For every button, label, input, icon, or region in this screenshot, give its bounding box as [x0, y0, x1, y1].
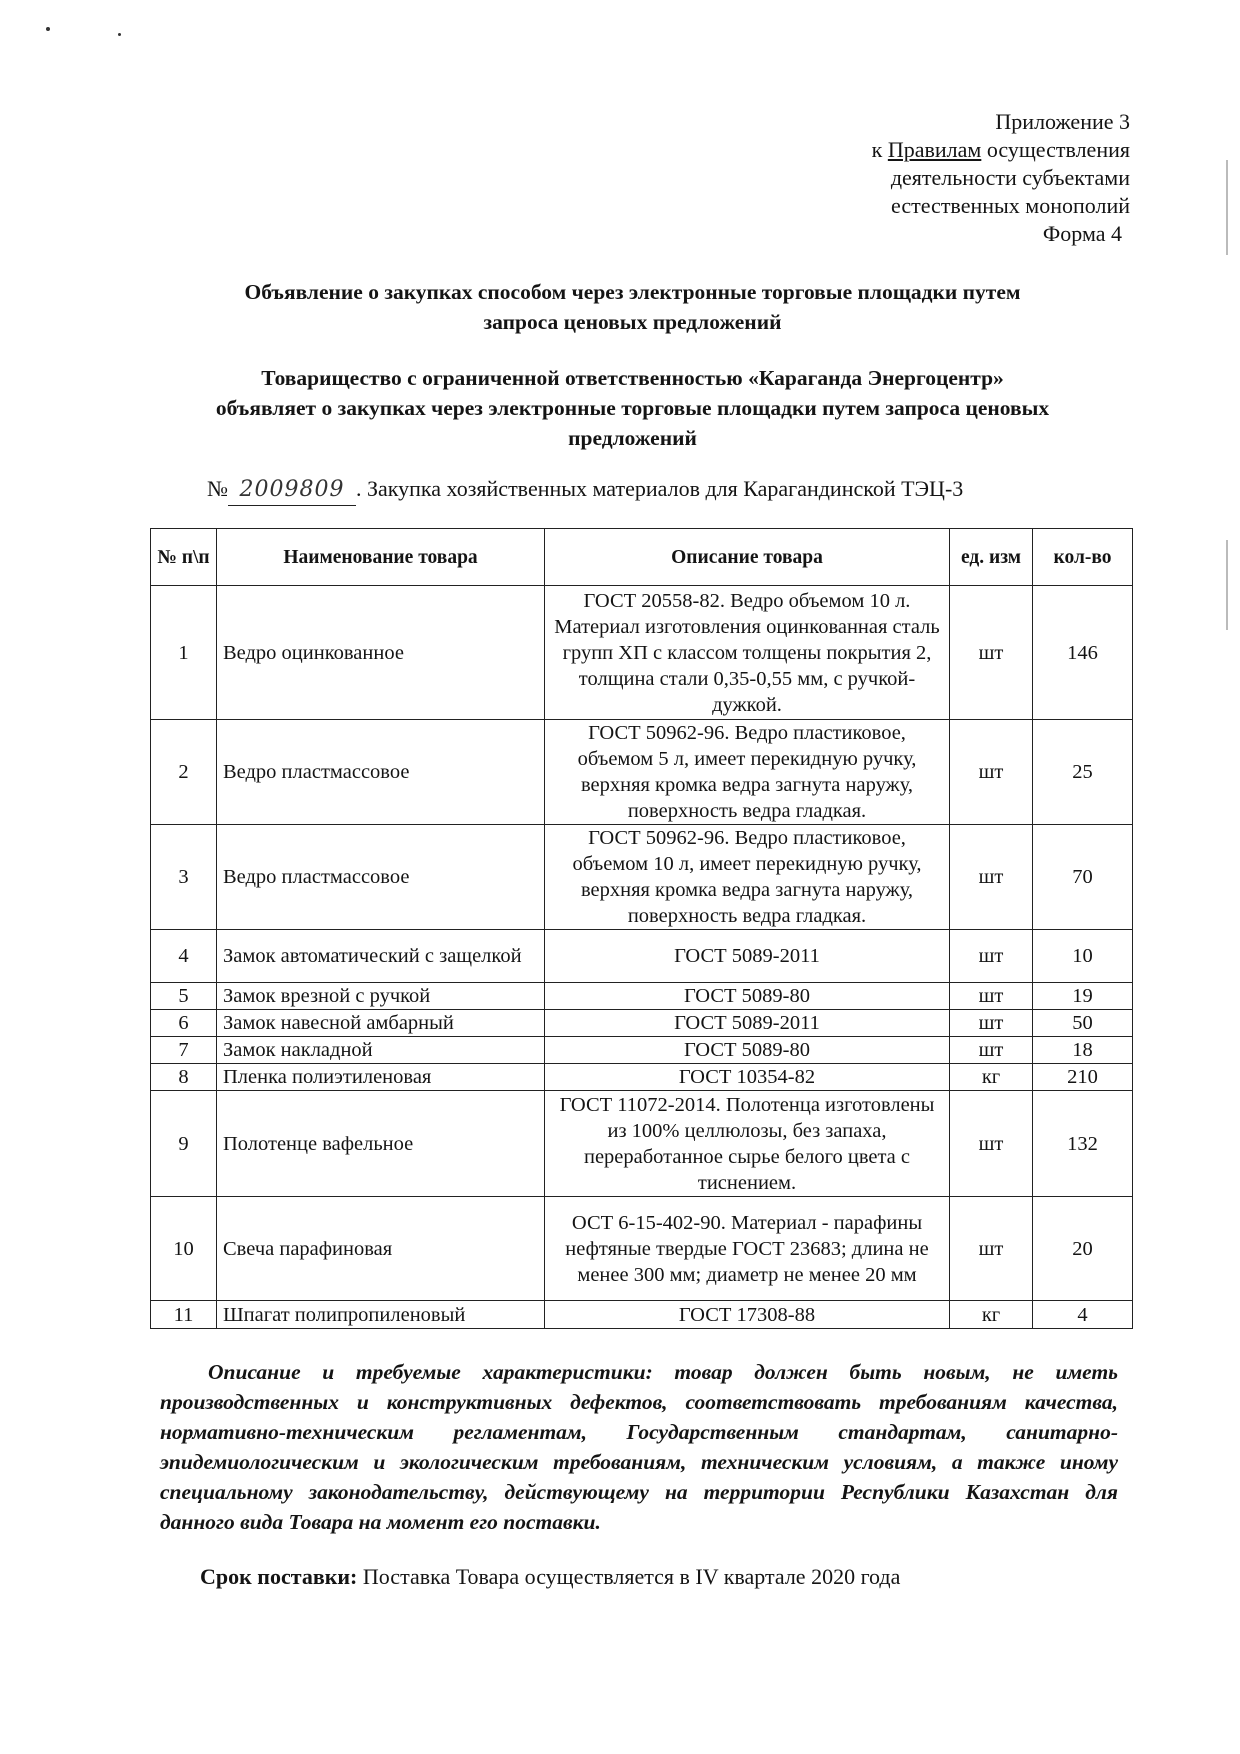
item-description: ГОСТ 5089-2011 [545, 1010, 950, 1037]
appendix-prefix: к [871, 137, 888, 162]
scan-speck [46, 27, 50, 31]
item-description: ГОСТ 50962-96. Ведро пластиковое, объемом 10 л, имеет перекидную ручку, верхняя кромка ведра загнута наружу, поверхность ведра гладкая. [545, 825, 950, 930]
item-quantity: 70 [1033, 825, 1133, 930]
header-name: Наименование товара [217, 529, 545, 586]
row-number: 10 [151, 1197, 217, 1301]
appendix-suffix: осуществления [981, 137, 1130, 162]
item-name: Шпагат полипропиленовый [217, 1301, 545, 1329]
table-row [151, 983, 1133, 1010]
item-unit: кг [950, 1301, 1033, 1329]
item-unit: шт [950, 1037, 1033, 1064]
row-number: 6 [151, 1010, 217, 1037]
item-name: Замок автоматический с защелкой [217, 930, 545, 983]
item-unit: шт [950, 825, 1033, 930]
item-name: Ведро пластмассовое [217, 825, 545, 930]
table-row [151, 1091, 1133, 1197]
scan-edge-line [1226, 540, 1228, 630]
item-quantity: 25 [1033, 720, 1133, 825]
header-quantity: кол-во [1033, 529, 1133, 586]
subtitle-line-3: предложений [568, 426, 697, 450]
appendix-line-4: естественных монополий [891, 193, 1130, 218]
item-description: ОСТ 6-15-402-90. Материал - парафины нефтяные твердые ГОСТ 23683; длина не менее 300 мм; диаметр не менее 20 мм [545, 1197, 950, 1301]
scan-speck [118, 33, 121, 36]
appendix-rules-line [530, 136, 1130, 164]
item-quantity: 19 [1033, 983, 1133, 1010]
item-unit: шт [950, 1010, 1033, 1037]
row-number: 3 [151, 825, 217, 930]
item-unit: шт [950, 983, 1033, 1010]
item-quantity: 132 [1033, 1091, 1133, 1197]
item-name: Ведро пластмассовое [217, 720, 545, 825]
item-quantity: 18 [1033, 1037, 1133, 1064]
table-row [151, 1197, 1133, 1301]
title-line-1: Объявление о закупках способом через электронные торговые площадки путем [244, 280, 1021, 304]
item-quantity: 146 [1033, 586, 1133, 720]
item-name: Свеча парафиновая [217, 1197, 545, 1301]
item-quantity: 10 [1033, 930, 1133, 983]
row-number: 9 [151, 1091, 217, 1197]
lot-line [207, 474, 963, 506]
item-quantity: 210 [1033, 1064, 1133, 1091]
document-title [140, 277, 1125, 337]
item-quantity: 4 [1033, 1301, 1133, 1329]
header-unit: ед. изм [950, 529, 1033, 586]
item-unit: шт [950, 930, 1033, 983]
row-number: 1 [151, 586, 217, 720]
scan-edge-line [1226, 160, 1228, 255]
subtitle-line-1: Товарищество с ограниченной ответственностью «Караганда Энергоцентр» [261, 366, 1004, 390]
delivery-term [200, 1562, 900, 1592]
item-unit: шт [950, 1091, 1033, 1197]
delivery-text: Поставка Товара осуществляется в IV квартале 2020 года [357, 1564, 901, 1589]
table-row [151, 720, 1133, 825]
lot-number-handwritten: 2009809 [228, 475, 356, 506]
table-row [151, 1037, 1133, 1064]
lot-number-sign: № [207, 476, 228, 501]
subtitle-line-2: объявляет о закупках через электронные торговые площадки путем запроса ценовых [215, 396, 1050, 420]
item-description: ГОСТ 5089-80 [545, 983, 950, 1010]
header-description: Описание товара [545, 529, 950, 586]
row-number: 7 [151, 1037, 217, 1064]
item-unit: шт [950, 1197, 1033, 1301]
table-row [151, 1301, 1133, 1329]
item-description: ГОСТ 5089-2011 [545, 930, 950, 983]
item-description: ГОСТ 11072-2014. Полотенца изготовлены из 100% целлюлозы, без запаха, переработанное сырье белого цвета с тиснением. [545, 1091, 950, 1197]
item-name: Пленка полиэтиленовая [217, 1064, 545, 1091]
header-num: № п\п [151, 529, 217, 586]
lot-description: . Закупка хозяйственных материалов для Карагандинской ТЭЦ-3 [356, 476, 964, 501]
table-row [151, 1010, 1133, 1037]
row-number: 2 [151, 720, 217, 825]
item-name: Замок навесной амбарный [217, 1010, 545, 1037]
item-name: Полотенце вафельное [217, 1091, 545, 1197]
document-subtitle [140, 363, 1125, 453]
appendix-line-3: деятельности субъектами [890, 165, 1130, 190]
item-name: Замок накладной [217, 1037, 545, 1064]
row-number: 11 [151, 1301, 217, 1329]
form-number: Форма 4 [1042, 221, 1122, 246]
appendix-number: Приложение 3 [995, 109, 1130, 134]
row-number: 8 [151, 1064, 217, 1091]
item-name: Ведро оцинкованное [217, 586, 545, 720]
rules-link[interactable]: Правилам [887, 137, 982, 162]
table-row [151, 1064, 1133, 1091]
item-quantity: 20 [1033, 1197, 1133, 1301]
table-header-row [151, 529, 1133, 586]
item-description: ГОСТ 5089-80 [545, 1037, 950, 1064]
row-number: 4 [151, 930, 217, 983]
delivery-label: Срок поставки: [200, 1564, 358, 1589]
requirements-note: Описание и требуемые характеристики: товар должен быть новым, не иметь производственных и конструктивных дефектов, соответствовать требованиям качества, нормативно-техническим регламентам, Государственным стандартам, санитарно-эпидемиологическим и экологическим требованиям, техническим условиям, а также иному специальному законодательству, действующему на территории Республики Казахстан для данного вида Товара на момент его поставки. [160, 1360, 1118, 1534]
title-line-2: запроса ценовых предложений [483, 310, 782, 334]
item-unit: шт [950, 720, 1033, 825]
item-description: ГОСТ 10354-82 [545, 1064, 950, 1091]
goods-table [150, 528, 1133, 1329]
item-unit: шт [950, 586, 1033, 720]
table-row [151, 930, 1133, 983]
row-number: 5 [151, 983, 217, 1010]
item-quantity: 50 [1033, 1010, 1133, 1037]
item-description: ГОСТ 20558-82. Ведро объемом 10 л. Материал изготовления оцинкованная сталь групп ХП с классом толщены покрытия 2, толщина стали 0,35-0,55 мм, с ручкой-дужкой. [545, 586, 950, 720]
item-unit: кг [950, 1064, 1033, 1091]
table-row [151, 825, 1133, 930]
table-row [151, 586, 1133, 720]
item-name: Замок врезной с ручкой [217, 983, 545, 1010]
item-description: ГОСТ 17308-88 [545, 1301, 950, 1329]
item-description: ГОСТ 50962-96. Ведро пластиковое, объемом 5 л, имеет перекидную ручку, верхняя кромка ведра загнута наружу, поверхность ведра гладкая. [545, 720, 950, 825]
appendix-block [530, 108, 1130, 248]
